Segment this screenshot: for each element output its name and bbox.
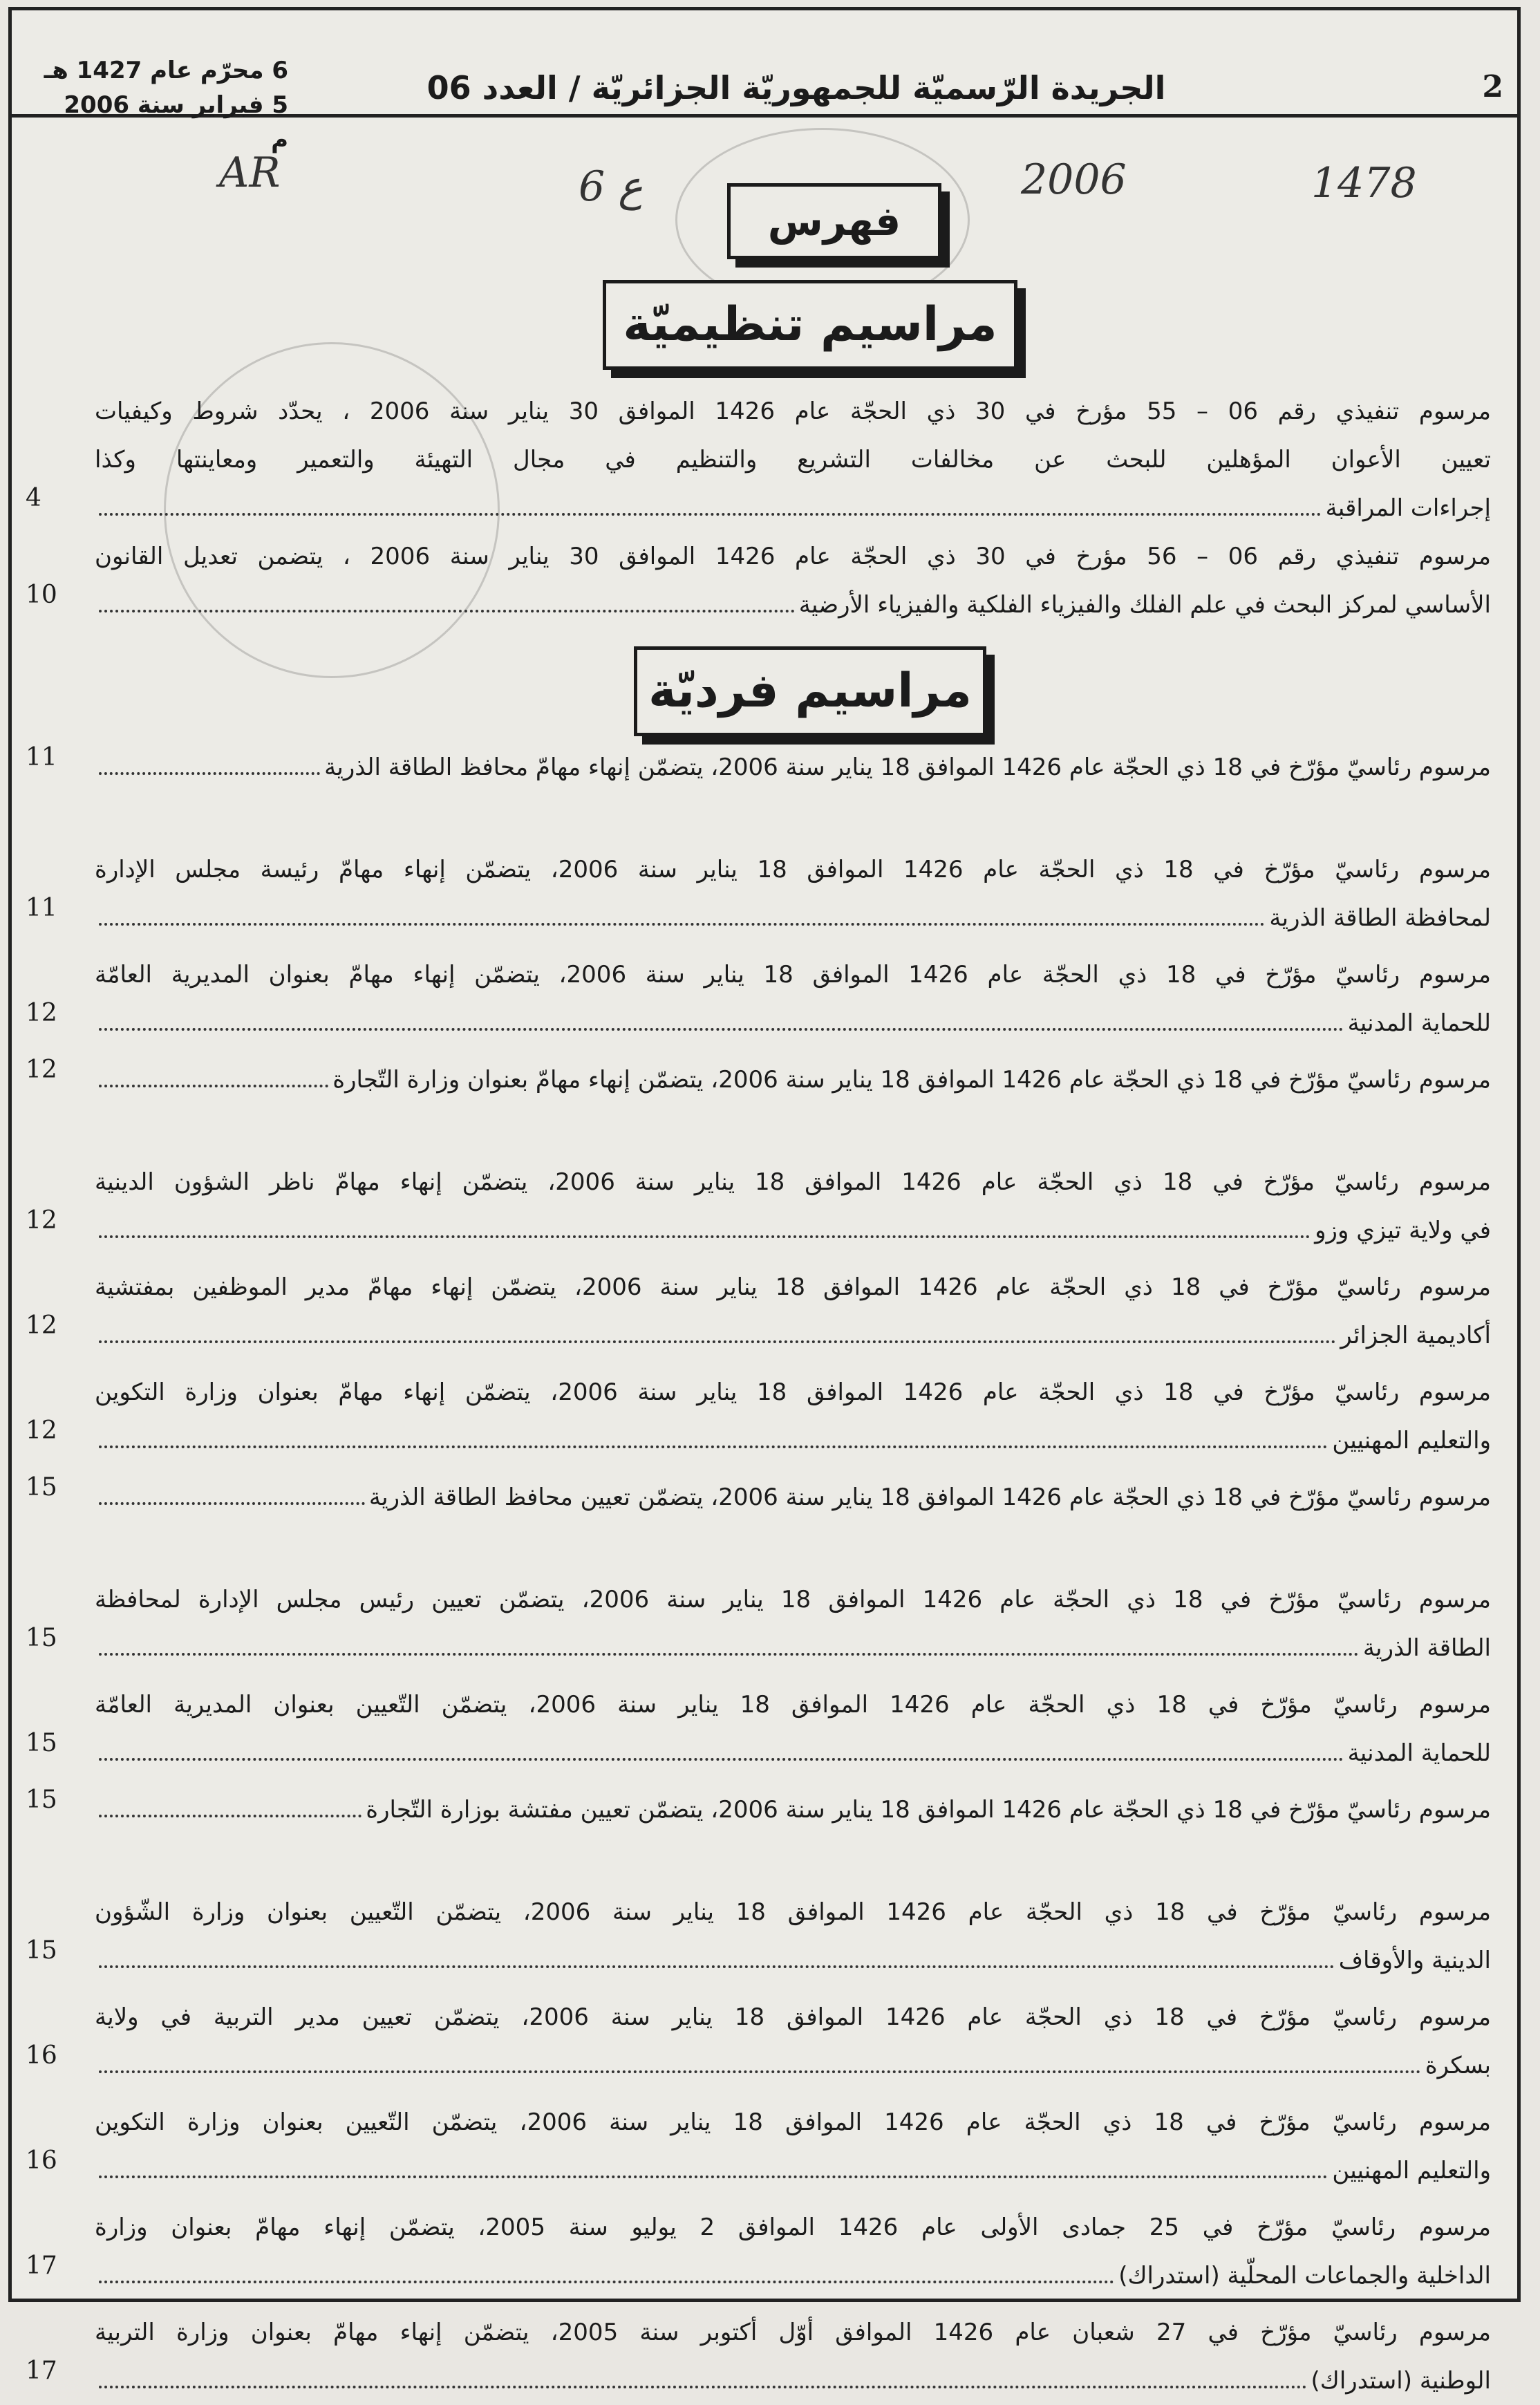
- toc-entry-line: مرسوم رئاسيّ مؤرّخ في 27 شعبان عام 1426 الموافق أوّل أكتوبر سنة 2005، يتضمّن إنهاء مهامّ بعنوان وزارة التربية: [95, 2319, 1492, 2346]
- toc-entry-line: مرسوم تنفيذي رقم 06 – 55 مؤرخ في 30 ذي الحجّة عام 1426 الموافق 30 يناير سنة 2006 ، يحدّد شروط وكيفيات: [95, 397, 1491, 425]
- dot-leader: [99, 1757, 1344, 1761]
- toc-page-number: 15: [26, 1786, 57, 1814]
- toc-entry-line: مرسوم رئاسيّ مؤرّخ في 18 ذي الحجّة عام 1426 الموافق 18 يناير سنة 2006، يتضمّن التّعيين بعنوان وزارة الشّؤون: [95, 1898, 1491, 1926]
- toc-entry: [26, 387, 1491, 532]
- toc-entry-line: مرسوم رئاسيّ مؤرّخ في 18 ذي الحجّة عام 1426 الموافق 18 يناير سنة 2006، يتضمّن التّعيين بعنوان المديرية العامّة: [95, 1691, 1492, 1719]
- toc-entry: [26, 743, 1491, 792]
- toc-entry-text: الوطنية (استدراك): [1311, 2367, 1491, 2395]
- dot-leader: [99, 2070, 1421, 2073]
- dot-leader: [99, 1027, 1344, 1031]
- individual-decrees-heading: مراسيم فرديّة: [634, 646, 986, 736]
- toc-entry-line: مرسوم رئاسيّ مؤرّخ في 25 جمادى الأولى عام 1426 الموافق 2 يوليو سنة 2005، يتضمّن إنهاء مهامّ بعنوان وزارة: [95, 2214, 1491, 2241]
- toc-page-number: 16: [26, 2041, 57, 2070]
- toc-entry-last-line: [95, 2252, 1491, 2300]
- toc-entry-line: مرسوم رئاسيّ مؤرّخ في 18 ذي الحجّة عام 1426 الموافق 18 يناير سنة 2006، يتضمّن إنهاء مهامّ مدير الموظفين بمفتشية: [95, 1273, 1492, 1301]
- toc-entry: [26, 1263, 1492, 1360]
- toc-entry-text: مرسوم رئاسيّ مؤرّخ في 18 ذي الحجّة عام 1426 الموافق 18 يناير سنة 2006، يتضمّن إنهاء مهامّ بعنوان وزارة التّجارة: [332, 1066, 1491, 1094]
- toc-entry-last-line: [95, 1786, 1491, 1834]
- toc-entry-last-line: [95, 1056, 1491, 1104]
- toc-page-number: 4: [26, 484, 41, 512]
- toc-entry-last-line: [95, 2357, 1491, 2405]
- dot-leader: [99, 922, 1265, 926]
- toc-page-number: 15: [26, 1624, 57, 1652]
- toc-page-number: 12: [26, 999, 57, 1027]
- toc-entry: [26, 951, 1492, 1047]
- toc-entry: [26, 1158, 1491, 1255]
- toc-entry-last-line: [95, 1311, 1491, 1360]
- toc-entry-text: الدينية والأوقاف: [1338, 1947, 1491, 1974]
- toc-entry: [26, 2203, 1491, 2300]
- toc-entry: [26, 1993, 1492, 2090]
- dot-leader: [99, 2385, 1307, 2388]
- toc-entry-line: مرسوم رئاسيّ مؤرّخ في 18 ذي الحجّة عام 1426 الموافق 18 يناير سنة 2006، يتضمّن إنهاء مهامّ بعنوان وزارة التكوين: [95, 1378, 1491, 1406]
- dot-leader: [99, 1501, 365, 1505]
- toc-page-number: 11: [26, 743, 57, 771]
- dot-leader: [99, 771, 320, 775]
- toc-entry-last-line: [95, 1624, 1491, 1672]
- toc-entry-last-line: [95, 1473, 1491, 1522]
- toc-entry-line: مرسوم رئاسيّ مؤرّخ في 18 ذي الحجّة عام 1426 الموافق 18 يناير سنة 2006، يتضمّن إنهاء مهامّ رئيسة مجلس الإدارة: [95, 856, 1492, 883]
- toc-entry-last-line: [95, 1206, 1491, 1255]
- handwritten-note-middle: 6 ع: [579, 162, 644, 211]
- toc-entry-text: والتعليم المهنيين: [1332, 2157, 1491, 2184]
- toc-entry-text: في ولاية تيزي وزو: [1315, 1217, 1491, 1244]
- regulatory-decrees-heading: مراسيم تنظيميّة: [603, 280, 1017, 370]
- toc-entry-text: والتعليم المهنيين: [1332, 1427, 1491, 1454]
- toc-entry: [26, 2308, 1492, 2405]
- toc-entry-last-line: [95, 484, 1491, 532]
- toc-entry: [26, 1888, 1491, 1985]
- dot-leader: [99, 1814, 361, 1817]
- toc-entry-line: مرسوم رئاسيّ مؤرّخ في 18 ذي الحجّة عام 1426 الموافق 18 يناير سنة 2006، يتضمّن إنهاء مهامّ بعنوان المديرية العامّة: [95, 961, 1492, 989]
- toc-entry-text: الأساسي لمركز البحث في علم الفلك والفيزياء الفلكية والفيزياء الأرضية: [798, 591, 1491, 619]
- toc-entry-text: لمحافظة الطاقة الذرية: [1269, 904, 1491, 932]
- toc-entry-last-line: [95, 743, 1491, 792]
- dot-leader: [99, 512, 1322, 516]
- journal-title: الجريدة الرّسميّة للجمهوريّة الجزائريّة / العدد 06: [426, 69, 1166, 106]
- toc-entry-last-line: [95, 581, 1491, 629]
- toc-entry: [26, 845, 1492, 942]
- toc-page-number: 17: [26, 2357, 57, 2385]
- toc-entry: [26, 1575, 1491, 1672]
- dot-leader: [99, 2175, 1328, 2178]
- date-hijri: 6 محرّم عام 1427 هـ: [44, 57, 288, 84]
- toc-page-number: 15: [26, 1473, 57, 1501]
- toc-entry: [26, 1368, 1491, 1465]
- index-heading: فهرس: [727, 183, 941, 259]
- toc-entry-line: مرسوم رئاسيّ مؤرّخ في 18 ذي الحجّة عام 1426 الموافق 18 يناير سنة 2006، يتضمّن التّعيين بعنوان وزارة التكوين: [95, 2108, 1492, 2136]
- toc-entry-text: إجراءات المراقبة: [1325, 494, 1491, 522]
- toc-entry-last-line: [95, 1729, 1491, 1777]
- toc-page-number: 12: [26, 1056, 57, 1084]
- dot-leader: [99, 609, 795, 612]
- toc-entry: [26, 2098, 1492, 2195]
- toc-entry-line: مرسوم تنفيذي رقم 06 – 56 مؤرخ في 30 ذي الحجّة عام 1426 الموافق 30 يناير سنة 2006 ، يتضمن تعديل القانون: [95, 543, 1491, 570]
- handwritten-note-right: 1478: [1311, 159, 1417, 207]
- date-gregorian: 5 فبراير سنة 2006 م: [64, 91, 288, 153]
- toc-entry-line: مرسوم رئاسيّ مؤرّخ في 18 ذي الحجّة عام 1426 الموافق 18 يناير سنة 2006، يتضمّن تعيين رئيس مجلس الإدارة لمحافظة: [95, 1586, 1491, 1613]
- page-header: [12, 10, 1517, 153]
- toc-page-number: 16: [26, 2146, 57, 2175]
- issue-date: [39, 53, 288, 157]
- handwritten-note-year: 2006: [1021, 156, 1127, 204]
- toc-entry-last-line: [95, 1936, 1491, 1985]
- dot-leader: [99, 1652, 1359, 1656]
- toc-page-number: 12: [26, 1416, 57, 1445]
- toc-entry-text: للحماية المدنية: [1347, 1739, 1491, 1767]
- toc-entry-last-line: [95, 2146, 1491, 2195]
- toc-entry-last-line: [95, 894, 1491, 942]
- toc-page-number: 11: [26, 894, 57, 922]
- dot-leader: [99, 1235, 1311, 1238]
- dot-leader: [99, 1340, 1336, 1343]
- handwritten-note-left: AR: [219, 149, 281, 197]
- dot-leader: [99, 1965, 1335, 1968]
- toc-entry: [26, 1681, 1492, 1777]
- toc-entry-text: للحماية المدنية: [1347, 1009, 1491, 1037]
- toc-page-number: 17: [26, 2252, 57, 2280]
- toc-page-number: 15: [26, 1936, 57, 1965]
- toc-entry-text: مرسوم رئاسيّ مؤرّخ في 18 ذي الحجّة عام 1426 الموافق 18 يناير سنة 2006، يتضمّن تعيين محافظ الطاقة الذرية: [368, 1484, 1491, 1511]
- toc-entry-text: مرسوم رئاسيّ مؤرّخ في 18 ذي الحجّة عام 1426 الموافق 18 يناير سنة 2006، يتضمّن إنهاء مهامّ محافظ الطاقة الذرية: [324, 754, 1491, 781]
- dot-leader: [99, 1084, 328, 1087]
- toc-entry-last-line: [95, 1416, 1491, 1465]
- page-frame: [8, 7, 1521, 2395]
- page-number: 2: [1482, 69, 1503, 104]
- toc-entry-text: أكاديمية الجزائر: [1340, 1322, 1491, 1349]
- toc-entry-line: مرسوم رئاسيّ مؤرّخ في 18 ذي الحجّة عام 1426 الموافق 18 يناير سنة 2006، يتضمّن تعيين مدير التربية في ولاية: [95, 2003, 1492, 2031]
- toc-page-number: 10: [26, 581, 57, 609]
- toc-page-number: 12: [26, 1206, 57, 1235]
- toc-entry-text: بسكرة: [1425, 2052, 1491, 2079]
- dot-leader: [99, 2280, 1114, 2283]
- toc-entry-line: مرسوم رئاسيّ مؤرّخ في 18 ذي الحجّة عام 1426 الموافق 18 يناير سنة 2006، يتضمّن إنهاء مهامّ ناظر الشؤون الدينية: [95, 1168, 1491, 1196]
- toc-entry: [26, 1473, 1491, 1522]
- toc-entry-text: مرسوم رئاسيّ مؤرّخ في 18 ذي الحجّة عام 1426 الموافق 18 يناير سنة 2006، يتضمّن تعيين مفتشة بوزارة التّجارة: [366, 1796, 1491, 1824]
- toc-entry-last-line: [95, 2041, 1491, 2090]
- toc-page-number: 15: [26, 1729, 57, 1757]
- toc-entry-last-line: [95, 999, 1491, 1047]
- toc-entry: [26, 1786, 1491, 1834]
- toc-entry-text: الداخلية والجماعات المحلّية (استدراك): [1118, 2262, 1491, 2290]
- toc-entry: [26, 532, 1491, 629]
- dot-leader: [99, 1445, 1328, 1448]
- toc-page-number: 12: [26, 1311, 57, 1340]
- toc-entry-line: تعيين الأعوان المؤهلين للبحث عن مخالفات التشريع والتنظيم في مجال التهيئة والتعمير ومعاينتها وكذا: [95, 446, 1491, 474]
- toc-entry-text: الطاقة الذرية: [1362, 1634, 1491, 1662]
- toc-entry: [26, 1056, 1491, 1104]
